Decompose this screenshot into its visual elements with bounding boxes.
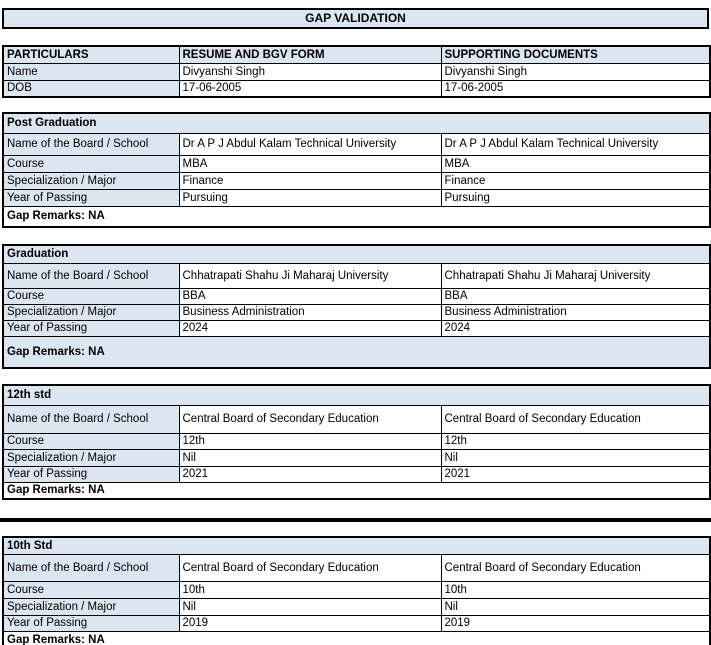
resume-value-cell: Central Board of Secondary Education bbox=[179, 405, 441, 433]
section-title: 10th Std bbox=[3, 537, 710, 554]
table-row bbox=[3, 133, 710, 155]
supporting-value-cell: 2024 bbox=[441, 320, 710, 336]
gap-remarks-row bbox=[3, 336, 710, 368]
col-header-particulars: PARTICULARS bbox=[3, 46, 179, 63]
row-label-cell: Specialization / Major bbox=[3, 172, 179, 189]
supporting-value-cell: Business Administration bbox=[441, 304, 710, 320]
row-label-cell: Course bbox=[3, 433, 179, 449]
resume-value-cell: 2019 bbox=[179, 615, 441, 631]
table-row bbox=[3, 304, 710, 320]
table-row bbox=[3, 554, 710, 581]
section-12th-std bbox=[2, 384, 711, 500]
resume-value-cell: 2021 bbox=[179, 466, 441, 482]
resume-value-cell: MBA bbox=[179, 155, 441, 172]
table-row bbox=[3, 449, 710, 466]
section-10th-std bbox=[2, 536, 711, 645]
section-header-row bbox=[3, 537, 710, 554]
table-row bbox=[3, 598, 710, 615]
resume-value-cell: Finance bbox=[179, 172, 441, 189]
row-label-cell: Course bbox=[3, 288, 179, 304]
row-label-cell: Name of the Board / School bbox=[3, 263, 179, 288]
section-title: 12th std bbox=[3, 385, 710, 405]
supporting-value-cell: Finance bbox=[441, 172, 710, 189]
resume-value-cell: Chhatrapati Shahu Ji Maharaj University bbox=[179, 263, 441, 288]
page-break-separator bbox=[0, 518, 711, 522]
supporting-value-cell: Divyanshi Singh bbox=[441, 63, 710, 80]
col-header-resume-bgv: RESUME AND BGV FORM bbox=[179, 46, 441, 63]
resume-value-cell: Dr A P J Abdul Kalam Technical University bbox=[179, 133, 441, 155]
section-post-graduation bbox=[2, 112, 711, 228]
supporting-value-cell: 12th bbox=[441, 433, 710, 449]
table-row bbox=[3, 155, 710, 172]
gap-remarks-row bbox=[3, 482, 710, 499]
row-label-cell: Name of the Board / School bbox=[3, 554, 179, 581]
row-label-cell: Course bbox=[3, 155, 179, 172]
gap-remarks-row bbox=[3, 631, 710, 645]
info-row-name bbox=[3, 63, 710, 80]
table-row bbox=[3, 172, 710, 189]
supporting-value-cell: BBA bbox=[441, 288, 710, 304]
section-header-row bbox=[3, 113, 710, 133]
supporting-value-cell: 10th bbox=[441, 581, 710, 598]
gap-remarks: Gap Remarks: NA bbox=[3, 206, 710, 227]
supporting-value-cell: Nil bbox=[441, 449, 710, 466]
table-row bbox=[3, 189, 710, 206]
row-label-cell: Year of Passing bbox=[3, 189, 179, 206]
table-row bbox=[3, 288, 710, 304]
table-row bbox=[3, 433, 710, 449]
row-label-cell: Course bbox=[3, 581, 179, 598]
section-graduation bbox=[2, 244, 711, 369]
candidate-info-table bbox=[2, 45, 711, 98]
resume-value-cell: 12th bbox=[179, 433, 441, 449]
resume-value-cell: 17-06-2005 bbox=[179, 80, 441, 97]
resume-value-cell: Divyanshi Singh bbox=[179, 63, 441, 80]
supporting-value-cell: Central Board of Secondary Education bbox=[441, 405, 710, 433]
resume-value-cell: Nil bbox=[179, 598, 441, 615]
table-row bbox=[3, 320, 710, 336]
resume-value-cell: Business Administration bbox=[179, 304, 441, 320]
section-header-row bbox=[3, 245, 710, 263]
row-label-cell: Name of the Board / School bbox=[3, 133, 179, 155]
row-label-cell: Year of Passing bbox=[3, 466, 179, 482]
col-header-supporting-docs: SUPPORTING DOCUMENTS bbox=[441, 46, 710, 63]
resume-value-cell: Central Board of Secondary Education bbox=[179, 554, 441, 581]
supporting-value-cell: 17-06-2005 bbox=[441, 80, 710, 97]
row-label-cell: Specialization / Major bbox=[3, 598, 179, 615]
resume-value-cell: 10th bbox=[179, 581, 441, 598]
row-label-cell: Specialization / Major bbox=[3, 449, 179, 466]
gap-remarks: Gap Remarks: NA bbox=[3, 482, 710, 499]
document-title: GAP VALIDATION bbox=[2, 8, 709, 29]
row-label-cell: Name bbox=[3, 63, 179, 80]
table-row bbox=[3, 405, 710, 433]
resume-value-cell: 2024 bbox=[179, 320, 441, 336]
row-label-cell: Specialization / Major bbox=[3, 304, 179, 320]
gap-remarks: Gap Remarks: NA bbox=[3, 631, 710, 645]
table-row bbox=[3, 466, 710, 482]
gap-remarks: Gap Remarks: NA bbox=[3, 336, 710, 368]
row-label-cell: Name of the Board / School bbox=[3, 405, 179, 433]
supporting-value-cell: MBA bbox=[441, 155, 710, 172]
section-title: Graduation bbox=[3, 245, 710, 263]
info-header-row bbox=[3, 46, 710, 63]
row-label-cell: Year of Passing bbox=[3, 320, 179, 336]
supporting-value-cell: 2019 bbox=[441, 615, 710, 631]
table-row bbox=[3, 581, 710, 598]
supporting-value-cell: 2021 bbox=[441, 466, 710, 482]
supporting-value-cell: Nil bbox=[441, 598, 710, 615]
resume-value-cell: BBA bbox=[179, 288, 441, 304]
gap-remarks-row bbox=[3, 206, 710, 227]
info-row-dob bbox=[3, 80, 710, 97]
table-row bbox=[3, 263, 710, 288]
resume-value-cell: Nil bbox=[179, 449, 441, 466]
resume-value-cell: Pursuing bbox=[179, 189, 441, 206]
supporting-value-cell: Dr A P J Abdul Kalam Technical University bbox=[441, 133, 710, 155]
row-label-cell: DOB bbox=[3, 80, 179, 97]
section-title: Post Graduation bbox=[3, 113, 710, 133]
row-label-cell: Year of Passing bbox=[3, 615, 179, 631]
section-header-row bbox=[3, 385, 710, 405]
supporting-value-cell: Pursuing bbox=[441, 189, 710, 206]
supporting-value-cell: Central Board of Secondary Education bbox=[441, 554, 710, 581]
supporting-value-cell: Chhatrapati Shahu Ji Maharaj University bbox=[441, 263, 710, 288]
table-row bbox=[3, 615, 710, 631]
